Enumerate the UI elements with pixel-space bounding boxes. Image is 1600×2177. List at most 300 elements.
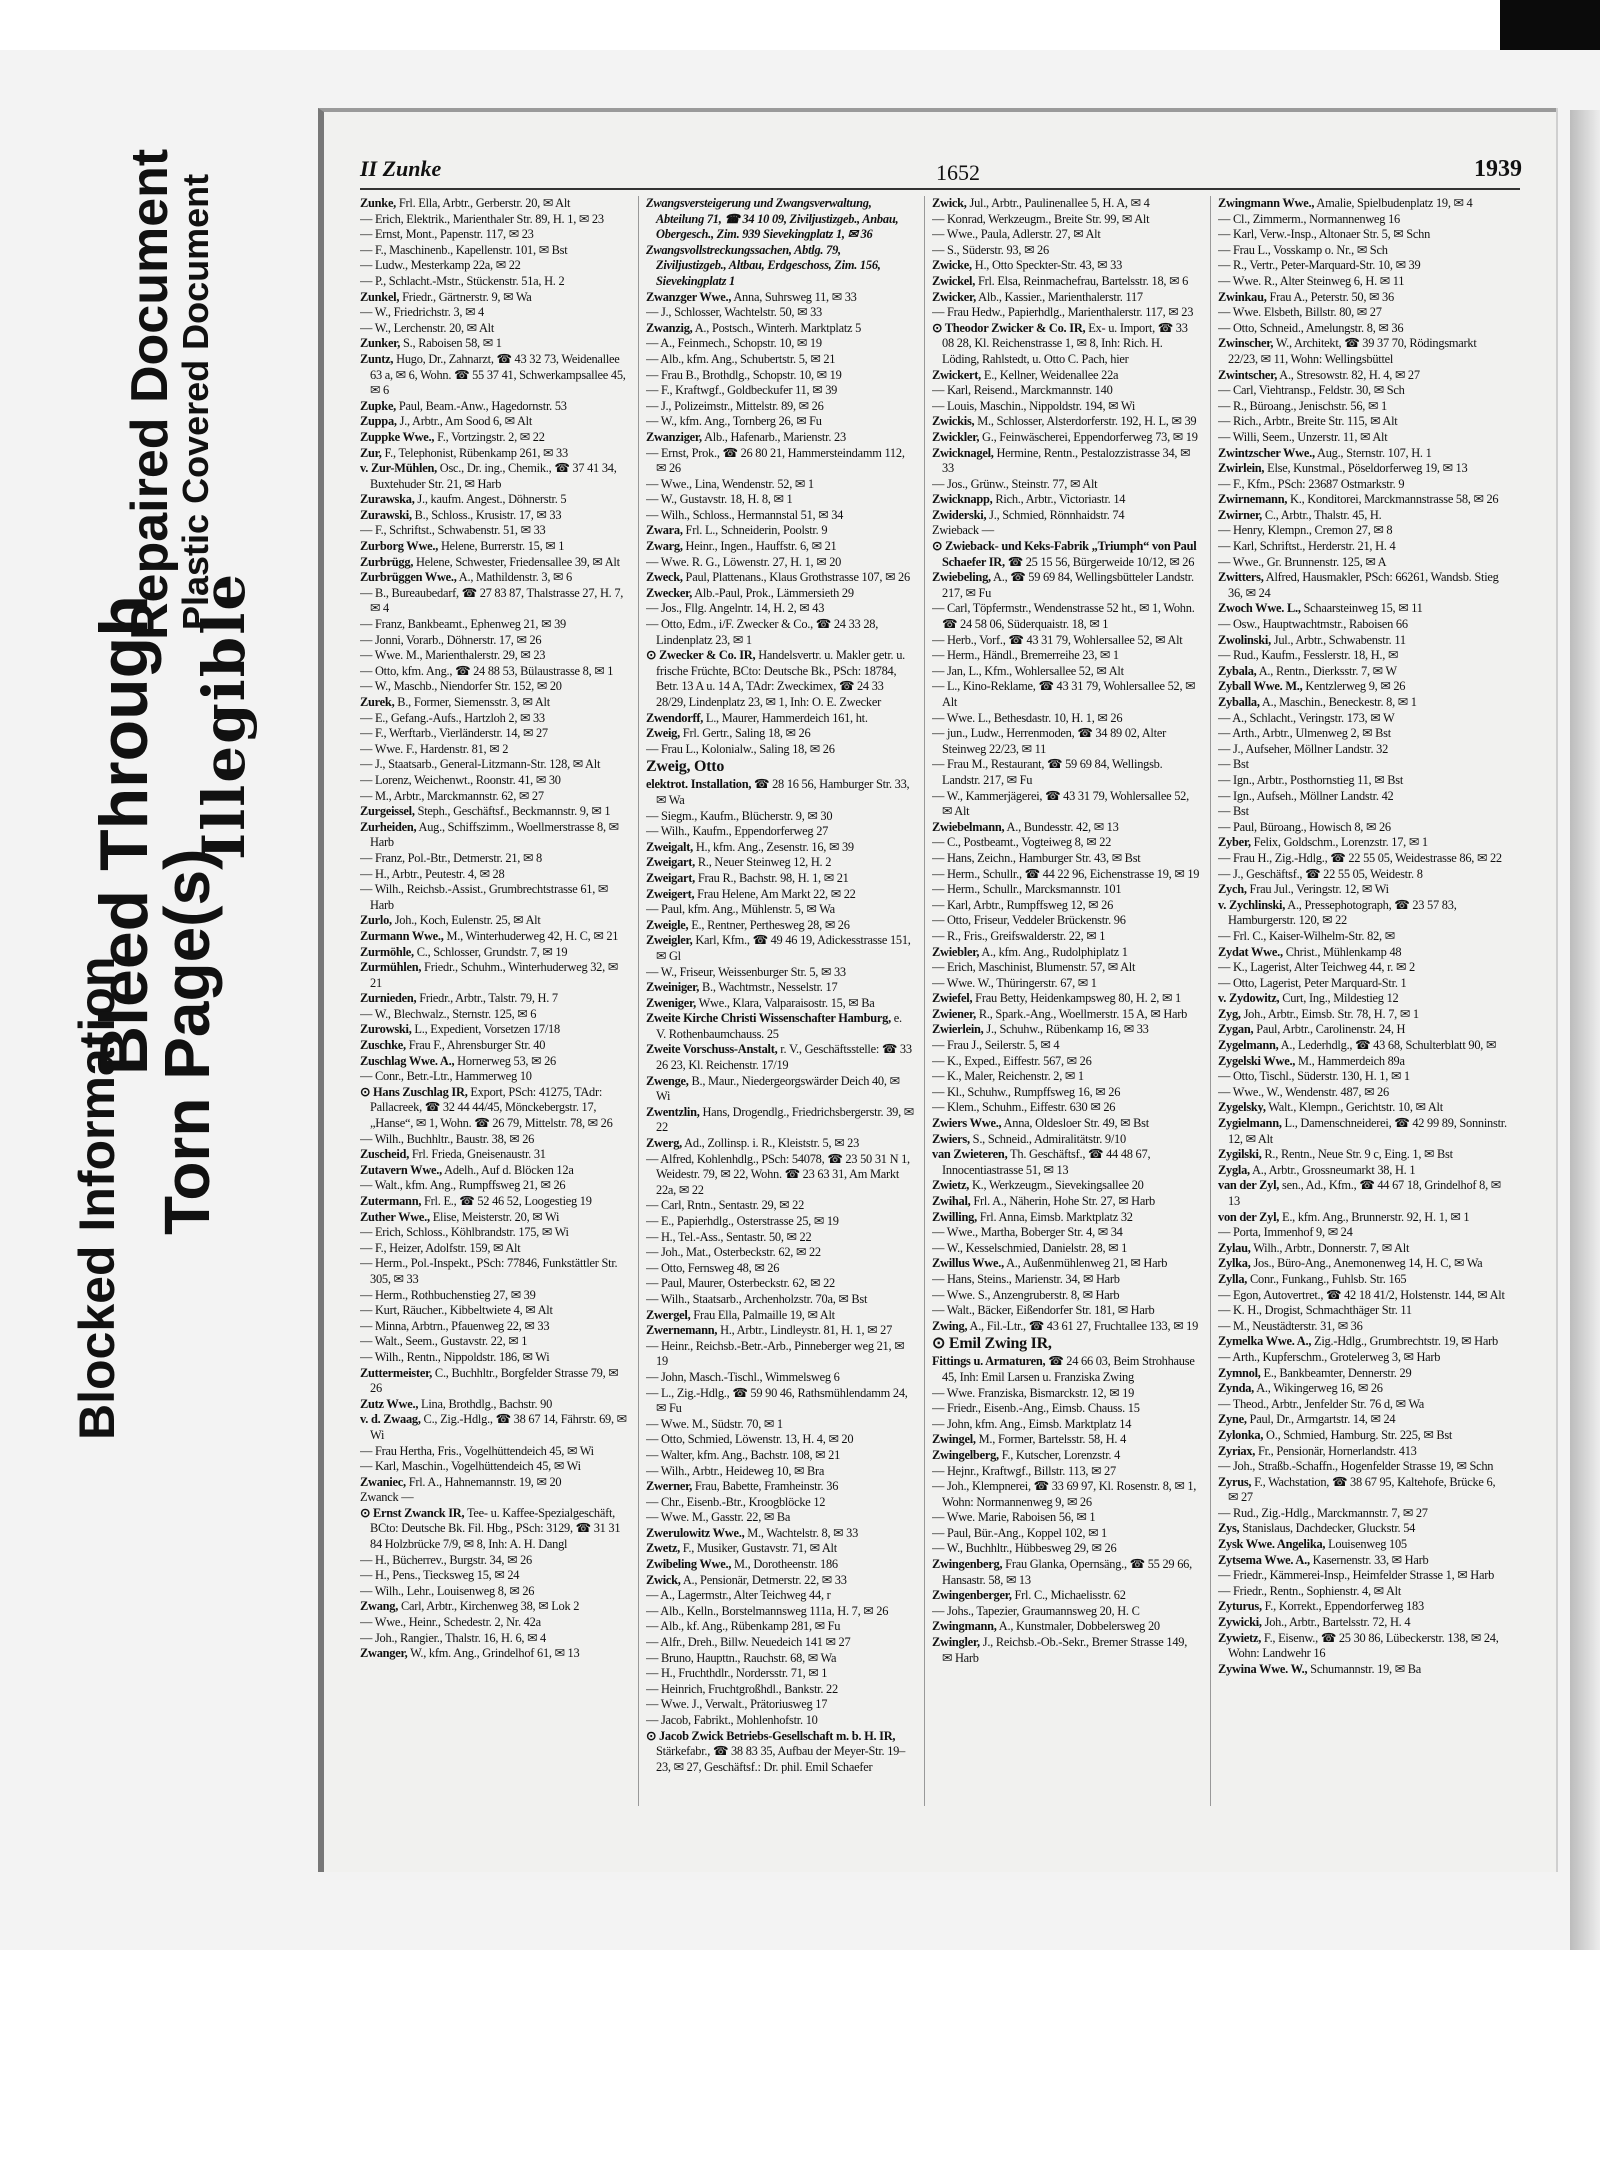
column-divider: [1210, 196, 1211, 1806]
directory-entry: — F., Heizer, Adolfstr. 159, ✉ Alt: [360, 1240, 521, 1255]
directory-entry: — Wilh., Kaufm., Eppendorferweg 27: [646, 824, 829, 839]
directory-entry: Zweig, Frl. Gertr., Saling 18, ✉ 26: [646, 726, 811, 741]
directory-entry: — Otto, Schneid., Amelungstr. 8, ✉ 36: [1218, 320, 1404, 335]
directory-entry: — H., Pens., Tiecksweg 15, ✉ 24: [360, 1568, 520, 1583]
page-header-left: II Zunke: [360, 156, 442, 181]
directory-entry: Zuschlag Wwe. A., Hornerweg 53, ✉ 26: [360, 1053, 556, 1068]
directory-entry: Zwolinski, Jul., Arbtr., Schwabenstr. 11: [1218, 632, 1406, 647]
directory-entry: Zwenge, B., Maur., Niedergeorgswärder Deich 40, ✉ Wi: [646, 1073, 900, 1104]
directory-entry: Zwanck —: [360, 1490, 414, 1505]
directory-entry: Zygelsky, Walt., Klempn., Gerichtstr. 10, ✉ Alt: [1218, 1100, 1443, 1115]
directory-entry: — Jan, L., Kfm., Wohlersallee 52, ✉ Alt: [932, 663, 1124, 678]
directory-entry: — Kurt, Räucher., Kibbeltwiete 4, ✉ Alt: [360, 1303, 553, 1318]
directory-entry: — Wilh., Rentn., Nippoldstr. 186, ✉ Wi: [360, 1349, 550, 1364]
directory-entry: Zunker, S., Raboisen 58, ✉ 1: [360, 336, 502, 351]
directory-column-1: [360, 196, 628, 1816]
directory-entry: — Joh., Rangier., Thalstr. 16, H. 6, ✉ 4: [360, 1630, 547, 1645]
directory-entry: Zyber, Felix, Goldschm., Lorenzstr. 17, ✉ 1: [1218, 835, 1428, 850]
directory-entry: — Friedr., Eisenb.-Ang., Eimsb. Chauss. 15: [932, 1401, 1140, 1416]
directory-entry: Zyriax, Fr., Pensionär, Hornerlandstr. 413: [1218, 1443, 1417, 1458]
directory-entry: Zweiniger, B., Wachtmstr., Nesselstr. 17: [646, 980, 838, 995]
directory-entry: Zwicker, Alb., Kassier., Marienthalerstr. 117: [932, 289, 1143, 304]
directory-entry: — Wwe. M., Gasstr. 22, ✉ Ba: [646, 1510, 791, 1525]
directory-entry: — Carl, Rntn., Sentastr. 29, ✉ 22: [646, 1198, 805, 1213]
directory-entry: — J., Schlosser, Wachtelstr. 50, ✉ 33: [646, 305, 822, 320]
directory-entry: — K., Lagerist, Alter Teichweg 44, r. ✉ 2: [1218, 960, 1415, 975]
directory-entry: — Walt., kfm. Ang., Rumpffsweg 21, ✉ 26: [360, 1178, 566, 1193]
directory-entry: — Herb., Vorf., ☎ 43 31 79, Wohlersallee 52, ✉ Alt: [932, 632, 1183, 647]
directory-entry: Zysk Wwe. Angelika, Louisenweg 105: [1218, 1537, 1407, 1552]
directory-entry: — Joh., Straßb.-Schaffn., Hogenfelder Strasse 19, ✉ Schn: [1218, 1459, 1494, 1474]
directory-entry: — F., Werftarb., Vierländerstr. 14, ✉ 27: [360, 726, 548, 741]
directory-entry: — Jonni, Vorarb., Döhnerstr. 17, ✉ 26: [360, 632, 542, 647]
directory-entry: — Herm., Schullr., ☎ 44 22 96, Eichenstrasse 19, ✉ 19: [932, 866, 1200, 881]
directory-entry: — P., Schlacht.-Mstr., Stückenstr. 51a, H. 2: [360, 273, 565, 288]
directory-entry: Zwanzig, A., Postsch., Winterh. Marktplatz 5: [646, 320, 862, 335]
directory-entry: Zwernemann, H., Arbtr., Lindleystr. 81, H. 1, ✉ 27: [646, 1323, 893, 1338]
directory-entry: Zweigle, E., Rentner, Perthesweg 28, ✉ 26: [646, 917, 850, 932]
directory-entry: Zweigler, Karl, Kfm., ☎ 49 46 19, Adickesstrasse 151, ✉ Gl: [646, 933, 911, 963]
directory-entry: — Franz, Pol.-Btr., Detmerstr. 21, ✉ 8: [360, 850, 542, 865]
directory-entry: Zweigalt, H., kfm. Ang., Zesenstr. 16, ✉ 39: [646, 839, 854, 854]
directory-entry: Zwingelberg, F., Kutscher, Lorenzstr. 4: [932, 1447, 1121, 1462]
directory-entry: Zuschke, Frau F., Ahrensburger Str. 40: [360, 1038, 546, 1053]
directory-entry: Zyg, Joh., Arbtr., Eimsb. Str. 78, H. 7, ✉ 1: [1218, 1006, 1419, 1021]
directory-entry: — Heinrich, Fruchtgroßhdl., Bankstr. 22: [646, 1681, 838, 1696]
directory-entry: — Walt., Seem., Gustavstr. 22, ✉ 1: [360, 1334, 528, 1349]
directory-entry: Zurek, B., Former, Siemensstr. 3, ✉ Alt: [360, 695, 550, 709]
directory-entry: — Frau H., Zig.-Hdlg., ☎ 22 55 05, Weidestrasse 86, ✉ 22: [1218, 850, 1502, 865]
directory-entry: Zurnieden, Friedr., Arbtr., Talstr. 79, H. 7: [360, 991, 558, 1006]
directory-entry: — Conr., Betr.-Ltr., Hammerweg 10: [360, 1069, 532, 1084]
directory-entry: — F., Kraftwgf., Goldbeckufer 11, ✉ 39: [646, 383, 838, 398]
directory-entry: — Herm., Schullr., Marcksmannstr. 101: [932, 882, 1122, 897]
directory-entry: — Bruno, Haupttn., Rauchstr. 68, ✉ Wa: [646, 1650, 837, 1665]
directory-entry: — Lorenz, Weichenwt., Roonstr. 41, ✉ 30: [360, 772, 561, 787]
directory-entry: Zwick, A., Pensionär, Detmerstr. 22, ✉ 33: [646, 1572, 847, 1587]
directory-entry: Zygelski Wwe., M., Hammerdeich 89a: [1218, 1053, 1405, 1068]
directory-entry: — E., Papierhdlg., Osterstrasse 25, ✉ 19: [646, 1214, 839, 1228]
directory-entry: Zwicke, H., Otto Speckter-Str. 43, ✉ 33: [932, 258, 1123, 273]
directory-column-2: [646, 196, 914, 1816]
directory-entry: Zytsema Wwe. A., Kasernenstr. 33, ✉ Harb: [1218, 1552, 1429, 1567]
directory-entry: Zygla, A., Arbtr., Grossneumarkt 38, H. 1: [1218, 1162, 1416, 1177]
directory-entry: — Wwe., W., Wendenstr. 487, ✉ 26: [1218, 1084, 1389, 1099]
directory-entry: — K., Maler, Reichenstr. 2, ✉ 1: [932, 1069, 1084, 1084]
directory-entry: Zwerner, Frau, Babette, Framheinstr. 36: [646, 1479, 839, 1494]
directory-entry: Zweigart, Frau R., Bachstr. 98, H. 1, ✉ 21: [646, 870, 849, 885]
directory-entry: — Chr., Eisenb.-Btr., Kroogblöcke 12: [646, 1494, 826, 1509]
directory-entry: — W., Kammerjägerei, ☎ 43 31 79, Wohlersallee 52, ✉ Alt: [932, 788, 1189, 819]
directory-entry: — Wilh., Reichsb.-Assist., Grumbrechtstrasse 61, ✉ Harb: [360, 882, 609, 912]
directory-entry: Zwiers Wwe., Anna, Oldesloer Str. 49, ✉ Bst: [932, 1116, 1149, 1131]
directory-entry: — Wwe. W., Thüringerstr. 67, ✉ 1: [932, 975, 1097, 990]
label-blocked-information: Blocked Information: [69, 956, 125, 1440]
directory-entry: Zutermann, Frl. E., ☎ 52 46 52, Loogestieg 19: [360, 1194, 592, 1208]
directory-entry: — Alb., kfm. Ang., Schubertstr. 5, ✉ 21: [646, 351, 836, 366]
directory-entry: Zwoch Wwe. L., Schaarsteinweg 15, ✉ 11: [1218, 601, 1423, 616]
directory-entry: — Henry, Klempn., Cremon 27, ✉ 8: [1218, 523, 1393, 538]
directory-entry: Zwing, A., Fil.-Ltr., ☎ 43 61 27, Fruchtallee 133, ✉ 19: [932, 1318, 1199, 1333]
label-torn-pages: Torn Page(s): [151, 848, 223, 1235]
directory-entry: — Wilh., Schloss., Hermannstal 51, ✉ 34: [646, 507, 844, 522]
directory-entry: — S., Süderstr. 93, ✉ 26: [932, 242, 1049, 257]
directory-entry: Zygielmann, L., Damenschneiderei, ☎ 42 99 89, Sonninstr. 12, ✉ Alt: [1218, 1116, 1507, 1146]
directory-entry: — Wwe. R., Alter Steinweg 6, H. ✉ 11: [1218, 273, 1405, 288]
directory-entry: Zwintzscher Wwe., Aug., Sternstr. 107, H. 1: [1218, 445, 1432, 460]
directory-entry: — W., Friseur, Weissenburger Str. 5, ✉ 33: [646, 964, 846, 979]
directory-entry: Zurbrüggen Wwe., A., Mathildenstr. 3, ✉ 6: [360, 570, 572, 585]
directory-entry: Zuscheid, Frl. Frieda, Gneisenaustr. 31: [360, 1147, 546, 1162]
directory-entry: — Paul, Maurer, Osterbeckstr. 62, ✉ 22: [646, 1276, 835, 1291]
directory-entry: Zwaniec, Frl. A., Hahnemannstr. 19, ✉ 20: [360, 1474, 562, 1489]
directory-entry: — Jacob, Fabrikt., Mohlenhofstr. 10: [646, 1713, 818, 1727]
directory-entry: Zwanziger, Alb., Hafenarb., Marienstr. 23: [646, 429, 846, 444]
directory-entry: Zurmöhle, C., Schlosser, Grundstr. 7, ✉ 19: [360, 944, 568, 959]
directory-entry: — Otto, Tischl., Süderstr. 130, H. 1, ✉ 1: [1218, 1069, 1410, 1084]
directory-entry: — Cl., Zimmerm., Normannenweg 16: [1218, 211, 1400, 226]
directory-entry: Zweite Vorschuss-Anstalt, r. V., Geschäftsstelle: ☎ 33 26 23, Kl. Reichenstr. 17/19: [646, 1042, 912, 1073]
directory-entry: — W., Kesselschmied, Danielstr. 28, ✉ 1: [932, 1240, 1128, 1255]
directory-entry: — F., Maschinenb., Kapellenstr. 101, ✉ Bst: [360, 242, 568, 257]
directory-entry: — Herm., Pol.-Inspekt., PSch: 77846, Funkstättler Str. 305, ✉ 33: [360, 1256, 618, 1286]
directory-entry: — W., kfm. Ang., Tornberg 26, ✉ Fu: [646, 414, 822, 429]
directory-entry: — Erich, Elektrik., Marienthaler Str. 89, H. 1, ✉ 23: [360, 211, 604, 226]
directory-entry: — Karl, Reisend., Marckmannstr. 140: [932, 383, 1113, 398]
directory-entry: elektrot. Installation, ☎ 28 16 56, Hamburger Str. 33, ✉ Wa: [646, 777, 910, 807]
directory-entry: Zweck, Paul, Plattenans., Klaus Grothstrasse 107, ✉ 26: [646, 570, 910, 585]
directory-entry: Zwillus Wwe., A., Außenmühlenweg 21, ✉ Harb: [932, 1256, 1168, 1271]
directory-entry: — Joh., Klempnerei, ☎ 33 69 97, Kl. Rosenstr. 8, ✉ 1, Wohn: Normannenweg 9, ✉ 26: [932, 1479, 1197, 1509]
directory-entry: — jun., Ludw., Herrenmoden, ☎ 34 89 02, Alter Steinweg 22/23, ✉ 11: [932, 726, 1166, 756]
directory-entry: ⊙ Theodor Zwicker & Co. IR, Ex- u. Import, ☎ 33 08 28, Kl. Reichenstrasse 1, ✉ 8, Inh: Rich. H. Löding, Rahlstedt, u. Otto C. Pach, hier: [932, 320, 1188, 366]
directory-entry: — Otto, kfm. Ang., ☎ 24 88 53, Bülaustrasse 8, ✉ 1: [360, 663, 614, 678]
directory-entry: Zwieback —: [932, 523, 994, 538]
directory-entry: Zyball Wwe. M., Kentzlerweg 9, ✉ 26: [1218, 679, 1406, 694]
directory-entry: — Paul, kfm. Ang., Mühlenstr. 5, ✉ Wa: [646, 902, 835, 917]
directory-entry: — Frau Hertha, Fris., Vogelhüttendeich 45, ✉ Wi: [360, 1443, 594, 1458]
directory-entry: — Bst: [1218, 757, 1249, 772]
directory-entry: — Paul, Büroang., Howisch 8, ✉ 26: [1218, 819, 1391, 834]
directory-entry: — Otto, Edm., i/F. Zwecker & Co., ☎ 24 33 28, Lindenplatz 23, ✉ 1: [646, 617, 879, 647]
directory-entry: Zyrus, F., Wachstation, ☎ 38 67 95, Kaltehofe, Brücke 6, ✉ 27: [1218, 1474, 1496, 1505]
directory-entry: Zutz Wwe., Lina, Brothdlg., Bachstr. 90: [360, 1396, 553, 1411]
directory-entry: Zylka, Jos., Büro-Ang., Anemonenweg 14, H. C, ✉ Wa: [1218, 1256, 1483, 1271]
directory-entry: ⊙ Emil Zwing IR,: [932, 1335, 1052, 1353]
directory-entry: — Alb., kf. Ang., Rübenkamp 281, ✉ Fu: [646, 1619, 841, 1634]
directory-entry: — Ign., Arbtr., Posthornstieg 11, ✉ Bst: [1218, 772, 1404, 787]
directory-entry: — W., Gustavstr. 18, H. 8, ✉ 1: [646, 492, 793, 507]
directory-entry: — Theod., Arbtr., Jenfelder Str. 76 d, ✉ Wa: [1218, 1396, 1425, 1411]
directory-entry: Zurborg Wwe., Helene, Burrerstr. 15, ✉ 1: [360, 539, 565, 554]
directory-entry: — Wwe. F., Hardenstr. 81, ✉ 2: [360, 741, 509, 756]
directory-entry: — H., Fruchthdlr., Nordersstr. 71, ✉ 1: [646, 1666, 828, 1681]
directory-entry: — Alfred, Kohlenhdlg., PSch: 54078, ☎ 23 50 31 N 1, Weidestr. 79, ✉ 22, Wohn. ☎ 23 63 31, Am Markt 22a, ✉ 22: [646, 1151, 910, 1197]
directory-entry: ⊙ Zwieback- und Keks-Fabrik „Triumph“ von Paul Schaefer IR, ☎ 25 15 56, Bürgerweide 10/12, ✉ 26: [932, 539, 1197, 569]
directory-entry: — John, Masch.-Tischl., Wimmelsweg 6: [646, 1369, 840, 1384]
directory-column-3: [932, 196, 1200, 1816]
directory-entry: — Carl, Viehtransp., Feldstr. 30, ✉ Sch: [1218, 383, 1405, 398]
directory-entry: Zuppke Wwe., F., Vortzingstr. 2, ✉ 22: [360, 429, 545, 444]
directory-entry: Zwingel, M., Former, Bartelsstr. 58, H. 4: [932, 1432, 1127, 1447]
directory-entry: Zwitters, Alfred, Hausmakler, PSch: 66261, Wandsb. Stieg 36, ✉ 24: [1218, 570, 1499, 600]
directory-entry: Zweite Kirche Christi Wissenschafter Hamburg, e. V. Rothenbaumchauss. 25: [646, 1011, 902, 1041]
directory-entry: Zygilski, R., Rentn., Neue Str. 9 c, Eing. 1, ✉ Bst: [1218, 1147, 1453, 1162]
directory-entry: Zwickel, Frl. Elsa, Reinmachefrau, Bartelsstr. 18, ✉ 6: [932, 273, 1189, 288]
directory-entry: Zwirnemann, K., Konditorei, Marckmannstrasse 58, ✉ 26: [1218, 492, 1499, 507]
directory-entry: — Carl, Töpfermstr., Wendenstrasse 52 ht., ✉ 1, Wohn. ☎ 24 58 06, Süderquaistr. 18, ✉ 1: [932, 601, 1195, 632]
directory-entry: — Frau L., Vosskamp o. Nr., ✉ Sch: [1218, 242, 1388, 257]
directory-entry: — Alfr., Dreh., Billw. Neuedeich 141 ✉ 27: [646, 1635, 851, 1650]
directory-entry: v. Zydowitz, Curt, Ing., Mildestieg 12: [1218, 991, 1399, 1006]
directory-entry: — Otto, Schmied, Löwenstr. 13, H. 4, ✉ 20: [646, 1432, 854, 1447]
directory-entry: — Hejnr., Kraftwgf., Billstr. 113, ✉ 27: [932, 1463, 1116, 1478]
directory-entry: Zwibeling Wwe., M., Dorotheenstr. 186: [646, 1557, 838, 1572]
directory-entry: Zwingenberger, Frl. C., Michaelisstr. 62: [932, 1588, 1126, 1603]
directory-entry: — Karl, Verw.-Insp., Altonaer Str. 5, ✉ Schn: [1218, 227, 1431, 242]
directory-entry: — Karl, Arbtr., Rumpffsweg 12, ✉ 26: [932, 897, 1114, 912]
directory-entry: — Hans, Steins., Marienstr. 34, ✉ Harb: [932, 1271, 1120, 1286]
directory-entry: — Egon, Autovertret., ☎ 42 18 41/2, Holstenstr. 144, ✉ Alt: [1218, 1287, 1505, 1302]
directory-entry: — L., Zig.-Hdlg., ☎ 59 90 46, Rathsmühlendamm 24, ✉ Fu: [646, 1385, 908, 1416]
directory-entry: Zwanzger Wwe., Anna, Suhrsweg 11, ✉ 33: [646, 289, 857, 304]
directory-entry: v. d. Zwaag, C., Zig.-Hdlg., ☎ 38 67 14, Fährstr. 69, ✉ Wi: [360, 1412, 627, 1442]
directory-entry: Zwickler, G., Feinwäscherei, Eppendorferweg 73, ✉ 19: [932, 429, 1198, 444]
directory-entry: Zur, F., Telephonist, Rübenkamp 261, ✉ 33: [360, 445, 568, 460]
directory-entry: — Wwe., Martha, Boberger Str. 4, ✉ 34: [932, 1225, 1123, 1240]
directory-entry: — Ludw., Mesterkamp 22a, ✉ 22: [360, 258, 521, 273]
directory-entry: — H., Bücherrev., Burgstr. 34, ✉ 26: [360, 1552, 532, 1567]
directory-entry: — W., Buchhltr., Hübbesweg 29, ✉ 26: [932, 1541, 1117, 1556]
directory-entry: Zych, Frau Jul., Veringstr. 12, ✉ Wi: [1218, 882, 1389, 897]
directory-entry: — Herm., Händl., Bremerreihe 23, ✉ 1: [932, 648, 1119, 663]
directory-entry: — Jos., Fllg. Angelntr. 14, H. 2, ✉ 43: [646, 601, 825, 616]
directory-entry: Zurheiden, Aug., Schiffszimm., Woellmerstrasse 8, ✉ Harb: [360, 819, 619, 850]
directory-entry: Zymnol, E., Bankbeamter, Dennerstr. 29: [1218, 1365, 1412, 1380]
directory-entry: Zwiderski, J., Schmied, Rönnhaidstr. 74: [932, 507, 1125, 522]
directory-entry: — Osw., Hauptwachtmstr., Raboisen 66: [1218, 617, 1408, 632]
page-edge-shadow: [1570, 110, 1600, 1950]
directory-entry: — Frau J., Seilerstr. 5, ✉ 4: [932, 1038, 1060, 1053]
directory-entry: Zygan, Paul, Arbtr., Carolinenstr. 24, H: [1218, 1022, 1406, 1037]
directory-entry: — Herm., Rothbuchenstieg 27, ✉ 39: [360, 1287, 536, 1302]
directory-entry: Zyturus, F., Korrekt., Eppendorferweg 183: [1218, 1599, 1424, 1614]
directory-entry: — R., Vertr., Peter-Marquard-Str. 10, ✉ 39: [1218, 258, 1421, 273]
directory-entry: — Jos., Grünw., Steinstr. 77, ✉ Alt: [932, 476, 1098, 491]
directory-entry: Zwingmann, A., Kunstmaler, Dobbelersweg 20: [932, 1619, 1160, 1634]
directory-entry: — K. H., Drogist, Schmachthäger Str. 11: [1218, 1303, 1412, 1318]
directory-entry: — W., Maschb., Niendorfer Str. 152, ✉ 20: [360, 679, 562, 694]
directory-entry: Zylau, Wilh., Arbtr., Donnerstr. 7, ✉ Alt: [1218, 1240, 1410, 1255]
directory-entry: — Ernst, Mont., Papenstr. 117, ✉ 23: [360, 227, 534, 242]
directory-entry: van der Zyl, sen., Ad., Kfm., ☎ 44 67 18, Grindelhof 8, ✉ 13: [1218, 1178, 1501, 1208]
directory-entry: — Rud., Kaufm., Fesslerstr. 18, H., ✉: [1218, 648, 1399, 663]
directory-entry: — Erich, Maschinist, Blumenstr. 57, ✉ Alt: [932, 960, 1136, 975]
directory-entry: — C., Postbeamt., Vogteiweg 8, ✉ 22: [932, 835, 1112, 850]
directory-entry: Zuttermeister, C., Buchhltr., Borgfelder Strasse 79, ✉ 26: [360, 1365, 619, 1396]
directory-entry: — Wwe., Lina, Wendenstr. 52, ✉ 1: [646, 476, 814, 491]
directory-entry: Zwiebler, A., kfm. Ang., Rudolphiplatz 1: [932, 944, 1128, 959]
directory-entry: Zweigert, Frau Helene, Am Markt 22, ✉ 22: [646, 886, 856, 901]
directory-entry: Zydat Wwe., Christ., Mühlenkamp 48: [1218, 944, 1402, 959]
directory-entry: Zuntz, Hugo, Dr., Zahnarzt, ☎ 43 32 73, Weidenallee 63 a, ✉ 6, Wohn. ☎ 55 37 41, Schwerkampsallee 45, ✉ 6: [360, 351, 626, 398]
directory-entry: Zwinscher, W., Architekt, ☎ 39 37 70, Rödingsmarkt 22/23, ✉ 11, Wohn: Wellingsbüttel: [1218, 336, 1477, 366]
directory-entry: — Frau M., Restaurant, ☎ 59 69 84, Wellingsb. Landstr. 217, ✉ Fu: [932, 757, 1163, 787]
directory-entry: — W., Lerchenstr. 20, ✉ Alt: [360, 320, 495, 335]
label-repaired-document: Repaired Document: [121, 148, 179, 640]
directory-entry: — Minna, Arbtrn., Pfauenweg 22, ✉ 33: [360, 1318, 550, 1333]
directory-entry: Zwangsvollstreckungssachen, Abtlg. 79, Ziviljustizgeb., Altbau, Erdgeschoss, Zim. 156, Sievekingplatz 1: [646, 242, 881, 288]
directory-entry: — John, kfm. Ang., Eimsb. Marktplatz 14: [932, 1416, 1132, 1431]
directory-entry: ⊙ Jacob Zwick Betriebs-Gesellschaft m. b. H. IR, Stärkefabr., ☎ 38 83 35, Aufbau der Meyer-Str. 19–23, ✉ 27, Geschäftsf.: Dr. phil. Emil Schaefer: [646, 1728, 906, 1774]
directory-entry: Zwiener, R., Spark.-Ang., Woellmerstr. 15 A, ✉ Harb: [932, 1006, 1188, 1021]
directory-entry: — Wwe. M., Südstr. 70, ✉ 1: [646, 1416, 783, 1431]
directory-entry: Zwarg, Heinr., Ingen., Hauffstr. 6, ✉ 21: [646, 539, 837, 554]
directory-entry: Zwecker, Alb.-Paul, Prok., Lämmersieth 29: [646, 585, 854, 600]
directory-entry: Zutavern Wwe., Adelh., Auf d. Blöcken 12a: [360, 1162, 574, 1177]
directory-entry: Zwick, Jul., Arbtr., Paulinenallee 5, H. A, ✉ 4: [932, 196, 1150, 210]
directory-entry: Zywietz, F., Eisenw., ☎ 25 30 86, Lübeckerstr. 138, ✉ 24, Wohn: Landwehr 16: [1218, 1630, 1499, 1661]
directory-entry: van Zwieteren, Th. Geschäftsf., ☎ 44 48 67, Innocentiastrasse 51, ✉ 13: [932, 1147, 1151, 1177]
directory-entry: — F., Kfm., PSch: 23687 Ostmarkstr. 9: [1218, 476, 1405, 491]
directory-entry: — Frl. C., Kaiser-Wilhelm-Str. 82, ✉: [1218, 928, 1395, 943]
directory-entry: Zwickis, M., Schlosser, Alsterdorferstr. 192, H. L, ✉ 39: [932, 414, 1197, 429]
directory-entry: Zwentzlin, Hans, Drogendlg., Friedrichsbergerstr. 39, ✉ 22: [646, 1104, 914, 1135]
directory-entry: — Wwe. Franziska, Bismarckstr. 12, ✉ 19: [932, 1385, 1135, 1400]
column-divider: [638, 196, 639, 1806]
header-rule: [360, 188, 1520, 190]
directory-entry: — Otto, Fernsweg 48, ✉ 26: [646, 1260, 780, 1275]
directory-entry: — J., Staatsarb., General-Litzmann-Str. 128, ✉ Alt: [360, 757, 601, 772]
directory-entry: Zupke, Paul, Beam.-Anw., Hagedornstr. 53: [360, 398, 567, 413]
directory-entry: ⊙ Hans Zuschlag IR, Export, PSch: 41275, TAdr: Pallacreek, ☎ 32 44 44/45, Mönckebergstr. 17, „Hanse“, ✉ 1, Wohn. ☎ 26 79, Mittelstr. 78, ✉ 26: [360, 1084, 613, 1131]
directory-entry: Zwerg, Ad., Zollinsp. i. R., Kleiststr. 5, ✉ 23: [646, 1136, 860, 1151]
directory-entry: Zwicknapp, Rich., Arbtr., Victoriastr. 14: [932, 492, 1126, 507]
directory-column-4: [1218, 196, 1508, 1816]
directory-entry: Zuther Wwe., Elise, Meisterstr. 20, ✉ Wi: [360, 1209, 560, 1224]
directory-entry: — R., Büroang., Jenischstr. 56, ✉ 1: [1218, 398, 1387, 413]
page-number: 1652: [936, 160, 980, 185]
directory-entry: Zwara, Frl. L., Schneiderin, Poolstr. 9: [646, 523, 828, 538]
directory-entry: — E., Gefang.-Aufs., Hartzloh 2, ✉ 33: [360, 710, 545, 725]
directory-entry: — J., Aufseher, Möllner Landstr. 32: [1218, 741, 1389, 756]
directory-entry: Zweig, Otto: [646, 758, 725, 776]
directory-entry: Zwetz, F., Musiker, Gustavstr. 71, ✉ Alt: [646, 1541, 837, 1556]
directory-entry: — Konrad, Werkzeugm., Breite Str. 99, ✉ Alt: [932, 211, 1150, 226]
directory-entry: — Wwe. R. G., Löwenstr. 27, H. 1, ✉ 20: [646, 554, 842, 569]
directory-entry: — Heinr., Reichsb.-Betr.-Arb., Pinneberger weg 21, ✉ 19: [646, 1338, 905, 1369]
directory-entry: Zwirlein, Else, Kunstmal., Pöseldorferweg 19, ✉ 13: [1218, 461, 1468, 476]
directory-entry: — Louis, Maschin., Nippoldstr. 194, ✉ Wi: [932, 398, 1136, 413]
directory-entry: v. Zychlinski, A., Pressephotograph, ☎ 23 57 83, Hamburgerstr. 120, ✉ 22: [1218, 897, 1457, 928]
directory-entry: Zwingmann Wwe., Amalie, Spielbudenplatz 19, ✉ 4: [1218, 196, 1473, 210]
directory-entry: — Frau L., Kolonialw., Saling 18, ✉ 26: [646, 741, 835, 756]
directory-entry: — Wwe. S., Anzengruberstr. 8, ✉ Harb: [932, 1287, 1120, 1302]
directory-entry: — Bst: [1218, 804, 1249, 819]
directory-entry: Zurmühlen, Friedr., Schuhm., Winterhuderweg 32, ✉ 21: [360, 960, 618, 990]
directory-entry: — Franz, Bankbeamt., Ephenweg 21, ✉ 39: [360, 617, 566, 632]
directory-entry: Zys, Stanislaus, Dachdecker, Gluckstr. 54: [1218, 1521, 1416, 1536]
directory-entry: Zuppa, J., Arbtr., Am Sood 6, ✉ Alt: [360, 414, 533, 429]
directory-page: [318, 108, 1556, 1872]
directory-entry: Zybala, A., Rentn., Dierksstr. 7, ✉ W: [1218, 663, 1397, 678]
directory-entry: — H., Arbtr., Peutestr. 4, ✉ 28: [360, 866, 505, 881]
directory-entry: — Wilh., Lehr., Louisenweg 8, ✉ 26: [360, 1583, 535, 1598]
directory-entry: Zwinkau, Frau A., Peterstr. 50, ✉ 36: [1218, 289, 1394, 304]
directory-entry: Zylonka, O., Schmied, Hamburg. Str. 225, ✉ Bst: [1218, 1427, 1453, 1442]
directory-entry: — Otto, Friseur, Veddeler Brückenstr. 96: [932, 913, 1126, 928]
directory-entry: Zwickert, E., Kellner, Weidenallee 22a: [932, 367, 1119, 382]
directory-entry: — Arth., Arbtr., Ulmenweg 2, ✉ Bst: [1218, 726, 1391, 741]
directory-entry: ⊙ Ernst Zwanck IR, Tee- u. Kaffee-Spezialgeschäft, BCto: Deutsche Bk. Fil. Hbg., PSch: 3129, ☎ 31 31 84 Holzbrücke 7/9, ✉ 8, Inh: A. H. Dangl: [360, 1505, 621, 1552]
directory-entry: Zylla, Conr., Funkang., Fuhlsb. Str. 165: [1218, 1271, 1407, 1286]
directory-entry: — K., Exped., Eiffestr. 567, ✉ 26: [932, 1053, 1092, 1068]
directory-entry: — A., Schlacht., Veringstr. 173, ✉ W: [1218, 710, 1395, 725]
directory-entry: — Joh., Mat., Osterbeckstr. 62, ✉ 22: [646, 1245, 821, 1260]
directory-entry: — Siegm., Kaufm., Blücherstr. 9, ✉ 30: [646, 808, 833, 823]
directory-entry: — Frau B., Brothdlg., Schopstr. 10, ✉ 19: [646, 367, 842, 382]
directory-entry: — Friedr., Kämmerei-Insp., Heimfelder Strasse 1, ✉ Harb: [1218, 1568, 1495, 1583]
directory-entry: Zwiers, S., Schneid., Admiralitätstr. 9/10: [932, 1131, 1126, 1146]
directory-entry: Zwangsversteigerung und Zwangsverwaltung, Abteilung 71, ☎ 34 10 09, Ziviljustizgeb., Anbau, Obergesch., Zim. 939 Sievekingplatz 1, ✉ 36: [646, 196, 899, 242]
directory-entry: — Wwe. L., Bethesdastr. 10, H. 1, ✉ 26: [932, 710, 1123, 725]
directory-entry: Zurowski, L., Expedient, Vorsetzen 17/18: [360, 1022, 560, 1037]
directory-entry: — Wwe. M., Marienthalerstr. 29, ✉ 23: [360, 648, 546, 663]
directory-entry: Zwietz, K., Werkzeugm., Sievekingsallee 20: [932, 1178, 1144, 1193]
directory-entry: Zurmann Wwe., M., Winterhuderweg 42, H. C, ✉ 21: [360, 928, 619, 943]
directory-entry: Zwingenberg, Frau Glanka, Opernsäng., ☎ 55 29 66, Hansastr. 58, ✉ 13: [932, 1557, 1192, 1587]
directory-entry: Zurawska, J., kaufm. Angest., Döhnerstr. 5: [360, 492, 567, 507]
directory-entry: Zweniger, Wwe., Klara, Valparaisostr. 15, ✉ Ba: [646, 995, 875, 1010]
directory-entry: — Walt., Bäcker, Eißendorfer Str. 181, ✉ Harb: [932, 1303, 1155, 1318]
directory-entry: Fittings u. Armaturen, ☎ 24 66 03, Beim Strohhause 45, Inh: Emil Larsen u. Franziska Zwing: [932, 1354, 1195, 1384]
directory-entry: Zyballa, A., Maschin., Beneckestr. 8, ✉ 1: [1218, 695, 1417, 709]
directory-entry: Zwintscher, A., Stresowstr. 82, H. 4, ✉ 27: [1218, 367, 1420, 382]
directory-entry: — Otto, Lagerist, Peter Marquard-Str. 1: [1218, 975, 1407, 990]
directory-entry: — L., Kino-Reklame, ☎ 43 31 79, Wohlersallee 52, ✉ Alt: [932, 679, 1196, 709]
directory-entry: — Ign., Aufseh., Möllner Landstr. 42: [1218, 788, 1394, 803]
directory-entry: v. Zur-Mühlen, Osc., Dr. ing., Chemik., ☎ 37 41 34, Buxtehuder Str. 21, ✉ Harb: [360, 461, 617, 491]
directory-entry: — Wwe. Elsbeth, Billstr. 80, ✉ 27: [1218, 305, 1382, 320]
directory-entry: — Hans, Zeichn., Hamburger Str. 43, ✉ Bst: [932, 850, 1141, 865]
label-plastic-covered: Plastic Covered Document: [175, 173, 216, 630]
directory-entry: — Ernst, Prok., ☎ 26 80 21, Hammersteindamm 112, ✉ 26: [646, 445, 905, 476]
directory-entry: Zywina Wwe. W., Schumannstr. 19, ✉ Ba: [1218, 1661, 1421, 1676]
directory-entry: — Alb., Kelln., Borstelmannsweg 111a, H. 7, ✉ 26: [646, 1603, 889, 1618]
directory-entry: Zunke, Frl. Ella, Arbtr., Gerberstr. 20, ✉ Alt: [360, 196, 571, 210]
directory-entry: Zwerulowitz Wwe., M., Wachtelstr. 8, ✉ 33: [646, 1525, 859, 1540]
directory-entry: Zwanger, W., kfm. Ang., Grindelhof 61, ✉ 13: [360, 1646, 580, 1661]
directory-entry: Zwergel, Frau Ella, Palmaille 19, ✉ Alt: [646, 1307, 835, 1322]
directory-entry: — F., Schriftst., Schwabenstr. 51, ✉ 33: [360, 523, 546, 538]
directory-entry: — Wwe., Gr. Brunnenstr. 125, ✉ A: [1218, 554, 1387, 569]
directory-entry: Zunkel, Friedr., Gärtnerstr. 9, ✉ Wa: [360, 289, 532, 304]
column-divider: [924, 196, 925, 1806]
directory-entry: Zurlo, Joh., Koch, Eulenstr. 25, ✉ Alt: [360, 913, 541, 928]
directory-entry: Zyne, Paul, Dr., Armgartstr. 14, ✉ 24: [1218, 1412, 1396, 1427]
directory-entry: Zwierlein, J., Schuhw., Rübenkamp 16, ✉ 33: [932, 1022, 1149, 1037]
directory-entry: Zymelka Wwe. A., Zig.-Hdlg., Grumbrechtstr. 19, ✉ Harb: [1218, 1334, 1498, 1349]
directory-entry: — J., Geschäftsf., ☎ 22 55 05, Weidestr. 8: [1218, 866, 1423, 881]
directory-entry: Zurgeissel, Steph., Geschäftsf., Beckmannstr. 9, ✉ 1: [360, 804, 611, 819]
directory-entry: — W., Blechwalz., Sternstr. 125, ✉ 6: [360, 1006, 537, 1021]
directory-entry: — Kl., Schuhw., Rumpffsweg 16, ✉ 26: [932, 1084, 1121, 1099]
directory-entry: — A., Lagermstr., Alter Teichweg 44, r: [646, 1588, 831, 1603]
directory-entry: — A., Feinmech., Schopstr. 10, ✉ 19: [646, 336, 822, 351]
label-bleed-through: Bleed Through: [86, 595, 162, 1075]
directory-entry: Zwendorff, L., Maurer, Hammerdeich 161, ht.: [646, 710, 868, 725]
label-illegible: Illegible: [190, 571, 258, 860]
